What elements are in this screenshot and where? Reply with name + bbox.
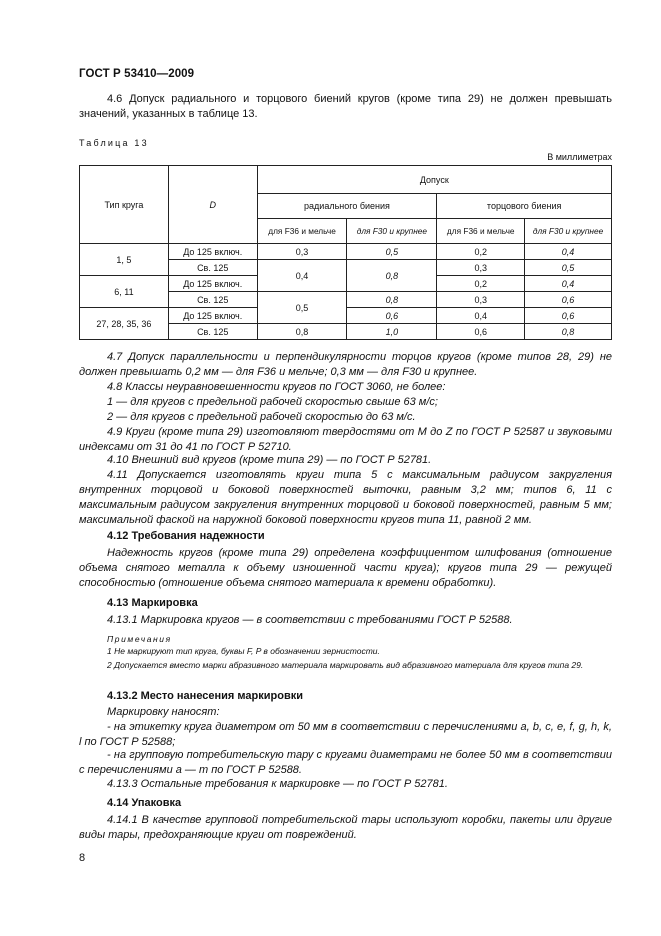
paragraph-4-12: Надежность кругов (кроме типа 29) определена коэффициентом шлифования (отношение объема снятого металла к объему изношенной части круга); кругов типа 29 — режущей способностью (отношение объема снятого материала к времени обработки). bbox=[79, 547, 612, 589]
header-d: D bbox=[168, 166, 257, 244]
paragraph-4-9: 4.9 Круги (кроме типа 29) изготовляют твердостями от M до Z по ГОСТ Р 52587 и звуковыми индексами от 31 до 41 по ГОСТ Р 52710. bbox=[79, 426, 612, 453]
cell-radial-f30: 0,8 bbox=[347, 292, 437, 308]
paragraph-4-13-3: 4.13.3 Остальные требования к маркировке — по ГОСТ Р 52781. bbox=[107, 778, 448, 790]
paragraph-4-6: 4.6 Допуск радиального и торцового биений кругов (кроме типа 29) не должен превышать значений, указанных в таблице 13. bbox=[79, 93, 612, 120]
bullet-item: - на этикетку круга диаметром от 50 мм в соответствии с перечислениями a, b, c, e, f, g, h, k, l по ГОСТ Р 52588; bbox=[79, 721, 612, 748]
cell-type: 27, 28, 35, 36 bbox=[80, 308, 169, 340]
header-face-f30: для F30 и крупнее bbox=[525, 219, 612, 244]
table-units: В миллиметрах bbox=[547, 152, 612, 162]
cell-d: До 125 включ. bbox=[168, 244, 257, 260]
table-caption: Таблица 13 bbox=[79, 138, 149, 148]
cell-d: До 125 включ. bbox=[168, 276, 257, 292]
cell-face-f36: 0,2 bbox=[437, 244, 525, 260]
cell-radial-f30: 0,8 bbox=[347, 260, 437, 292]
header-radial: радиального биения bbox=[257, 194, 437, 219]
paragraph-4-11: 4.11 Допускается изготовлять круги типа 5 с максимальным радиусом закругления внутренних торцовой и боковой поверхностей выточки, равным 3,2 мм; типов 6, 11 с максимальным радиусом закругления внутренних торцовой и боковой поверхностей, равным 5 мм; максимальной фаской на наружной боковой поверхности кругов типа 11, равной 2 мм. bbox=[79, 469, 612, 526]
cell-d: Св. 125 bbox=[168, 260, 257, 276]
notes-title: Примечания bbox=[107, 634, 172, 644]
paragraph-4-10: 4.10 Внешний вид кругов (кроме типа 29) — по ГОСТ Р 52781. bbox=[107, 454, 432, 466]
cell-radial-f30: 0,5 bbox=[347, 244, 437, 260]
cell-face-f30: 0,8 bbox=[525, 324, 612, 340]
note-1: 1 Не маркируют тип круга, буквы F, P в обозначении зернистости. bbox=[107, 646, 380, 656]
header-radial-f30: для F30 и крупнее bbox=[347, 219, 437, 244]
cell-type: 1, 5 bbox=[80, 244, 169, 276]
paragraph-4-13-1: 4.13.1 Маркировка кругов — в соответствии с требованиями ГОСТ Р 52588. bbox=[107, 614, 513, 626]
paragraph-4-7: 4.7 Допуск параллельности и перпендикулярности торцов кругов (кроме типов 28, 29) не должен превышать 0,2 мм — для F36 и мельче; 0,3 мм — для F30 и крупнее. bbox=[79, 351, 612, 378]
cell-face-f30: 0,6 bbox=[525, 308, 612, 324]
page-number: 8 bbox=[79, 852, 86, 864]
paragraph-4-8: 4.8 Классы неуравновешенности кругов по ГОСТ 3060, не более: bbox=[107, 381, 446, 393]
header-type: Тип круга bbox=[80, 166, 169, 244]
heading-4-14: 4.14 Упаковка bbox=[107, 797, 182, 809]
cell-type: 6, 11 bbox=[80, 276, 169, 308]
table-row bbox=[80, 244, 612, 260]
cell-face-f30: 0,6 bbox=[525, 292, 612, 308]
heading-4-13: 4.13 Маркировка bbox=[107, 597, 198, 609]
tolerance-table bbox=[79, 165, 612, 340]
cell-radial-f36: 0,3 bbox=[257, 244, 347, 260]
document-header: ГОСТ Р 53410—2009 bbox=[79, 68, 195, 80]
cell-radial-f36: 0,5 bbox=[257, 292, 347, 324]
heading-4-12: 4.12 Требования надежности bbox=[107, 530, 265, 542]
paragraph-4-8-item-1: 1 — для кругов с предельной рабочей скоростью свыше 63 м/с; bbox=[107, 396, 438, 408]
note-2: 2 Допускается вместо марки абразивного материала маркировать вид абразивного материала для кругов типа 29. bbox=[107, 660, 584, 670]
bullet-item: - на групповую потребительскую тару с кругами диаметрами не более 50 мм в соответствии с перечислениями a — m по ГОСТ Р 52588. bbox=[79, 749, 612, 776]
cell-d: До 125 включ. bbox=[168, 308, 257, 324]
cell-face-f36: 0,6 bbox=[437, 324, 525, 340]
cell-face-f36: 0,4 bbox=[437, 308, 525, 324]
cell-face-f30: 0,5 bbox=[525, 260, 612, 276]
cell-face-f36: 0,2 bbox=[437, 276, 525, 292]
cell-face-f30: 0,4 bbox=[525, 276, 612, 292]
paragraph-4-8-item-2: 2 — для кругов с предельной рабочей скоростью до 63 м/с. bbox=[107, 411, 416, 423]
header-face-f36: для F36 и мельче bbox=[437, 219, 525, 244]
cell-radial-f36: 0,8 bbox=[257, 324, 347, 340]
header-radial-f36: для F36 и мельче bbox=[257, 219, 347, 244]
cell-face-f36: 0,3 bbox=[437, 292, 525, 308]
paragraph-4-13-2: Маркировку наносят: bbox=[107, 706, 220, 718]
cell-d: Св. 125 bbox=[168, 292, 257, 308]
header-face: торцового биения bbox=[437, 194, 612, 219]
header-tolerance: Допуск bbox=[257, 166, 611, 194]
cell-d: Св. 125 bbox=[168, 324, 257, 340]
heading-4-13-2: 4.13.2 Место нанесения маркировки bbox=[107, 690, 303, 702]
paragraph-4-14-1: 4.14.1 В качестве групповой потребительской тары используют коробки, пакеты или другие виды тары, предохраняющие круги от повреждений. bbox=[79, 814, 612, 841]
cell-radial-f30: 1,0 bbox=[347, 324, 437, 340]
cell-face-f36: 0,3 bbox=[437, 260, 525, 276]
cell-face-f30: 0,4 bbox=[525, 244, 612, 260]
cell-radial-f36: 0,4 bbox=[257, 260, 347, 292]
cell-radial-f30: 0,6 bbox=[347, 308, 437, 324]
